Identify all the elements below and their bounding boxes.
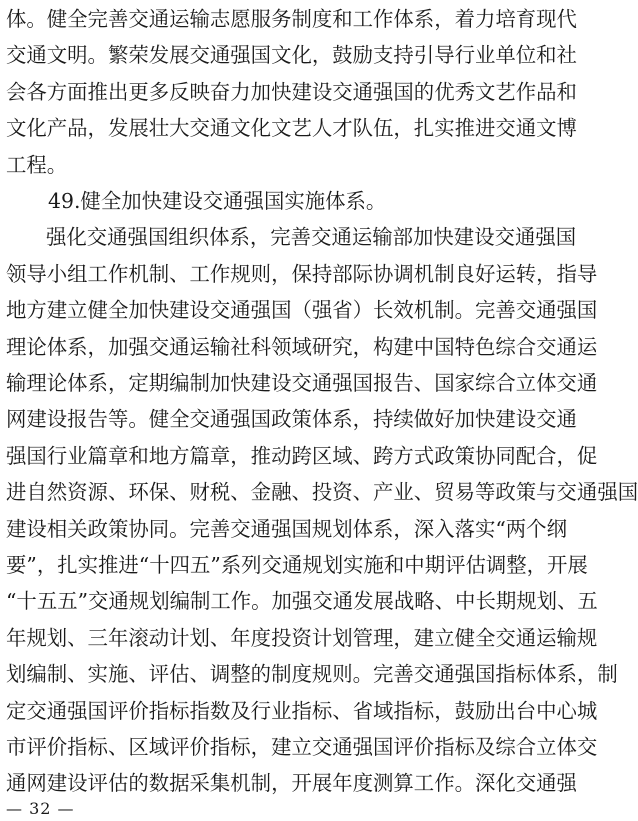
paragraph-line: 理论体系，加强交通运输社科领域研究，构建中国特色综合交通运 bbox=[6, 334, 598, 359]
paragraph-line: 年规划、三年滚动计划、年度投资计划管理，建立健全交通运输规 bbox=[6, 625, 598, 650]
paragraph-line: 要”，扎实推进“十四五”系列交通规划实施和中期评估调整，开展 bbox=[6, 553, 588, 577]
page-number: — 32 — bbox=[6, 799, 75, 818]
section-heading: 49.健全加快建设交通强国实施体系。 bbox=[48, 189, 387, 213]
paragraph-line: 进自然资源、环保、财税、金融、投资、产业、贸易等政策与交通强国 bbox=[6, 480, 638, 505]
paragraph-line: 文化产品，发展壮大交通文化文艺人才队伍，扎实推进交通文博 bbox=[6, 116, 577, 141]
paragraph-line: 地方建立健全加快建设交通强国（强省）长效机制。完善交通强国 bbox=[6, 298, 598, 323]
paragraph-line: 体。健全完善交通运输志愿服务制度和工作体系，着力培育现代 bbox=[6, 7, 577, 31]
paragraph-line: 强国行业篇章和地方篇章，推动跨区域、跨方式政策协同配合，促 bbox=[6, 443, 598, 468]
paragraph-line: 通网建设评估的数据采集机制，开展年度测算工作。深化交通强 bbox=[6, 771, 577, 796]
paragraph-line: 交通文明。繁荣发展交通强国文化，鼓励支持引导行业单位和社 bbox=[6, 43, 577, 68]
paragraph-line: 输理论体系，定期编制加快建设交通强国报告、国家综合立体交通 bbox=[6, 371, 598, 395]
document-page bbox=[6, 0, 638, 821]
paragraph-line: 市评价指标、区域评价指标，建立交通强国评价指标及综合立体交 bbox=[6, 735, 598, 759]
paragraph-line: 会各方面推出更多反映奋力加快建设交通强国的优秀文艺作品和 bbox=[6, 79, 577, 104]
paragraph-line: 领导小组工作机制、工作规则，保持部际协调机制良好运转，指导 bbox=[6, 261, 598, 286]
paragraph-line: 强化交通强国组织体系，完善交通运输部加快建设交通强国 bbox=[46, 225, 577, 250]
paragraph-line: “十五五”交通规划编制工作。加强交通发展战略、中长期规划、五 bbox=[6, 589, 598, 614]
paragraph-line: 工程。 bbox=[6, 152, 68, 177]
paragraph-line: 建设相关政策协同。完善交通强国规划体系，深入落实“两个纲 bbox=[6, 516, 567, 541]
paragraph-line: 网建设报告等。健全交通强国政策体系，持续做好加快建设交通 bbox=[6, 407, 577, 432]
paragraph-line: 划编制、实施、评估、调整的制度规则。完善交通强国指标体系，制 bbox=[6, 662, 618, 687]
paragraph-line: 定交通强国评价指标指数及行业指标、省域指标，鼓励出台中心城 bbox=[6, 698, 598, 723]
